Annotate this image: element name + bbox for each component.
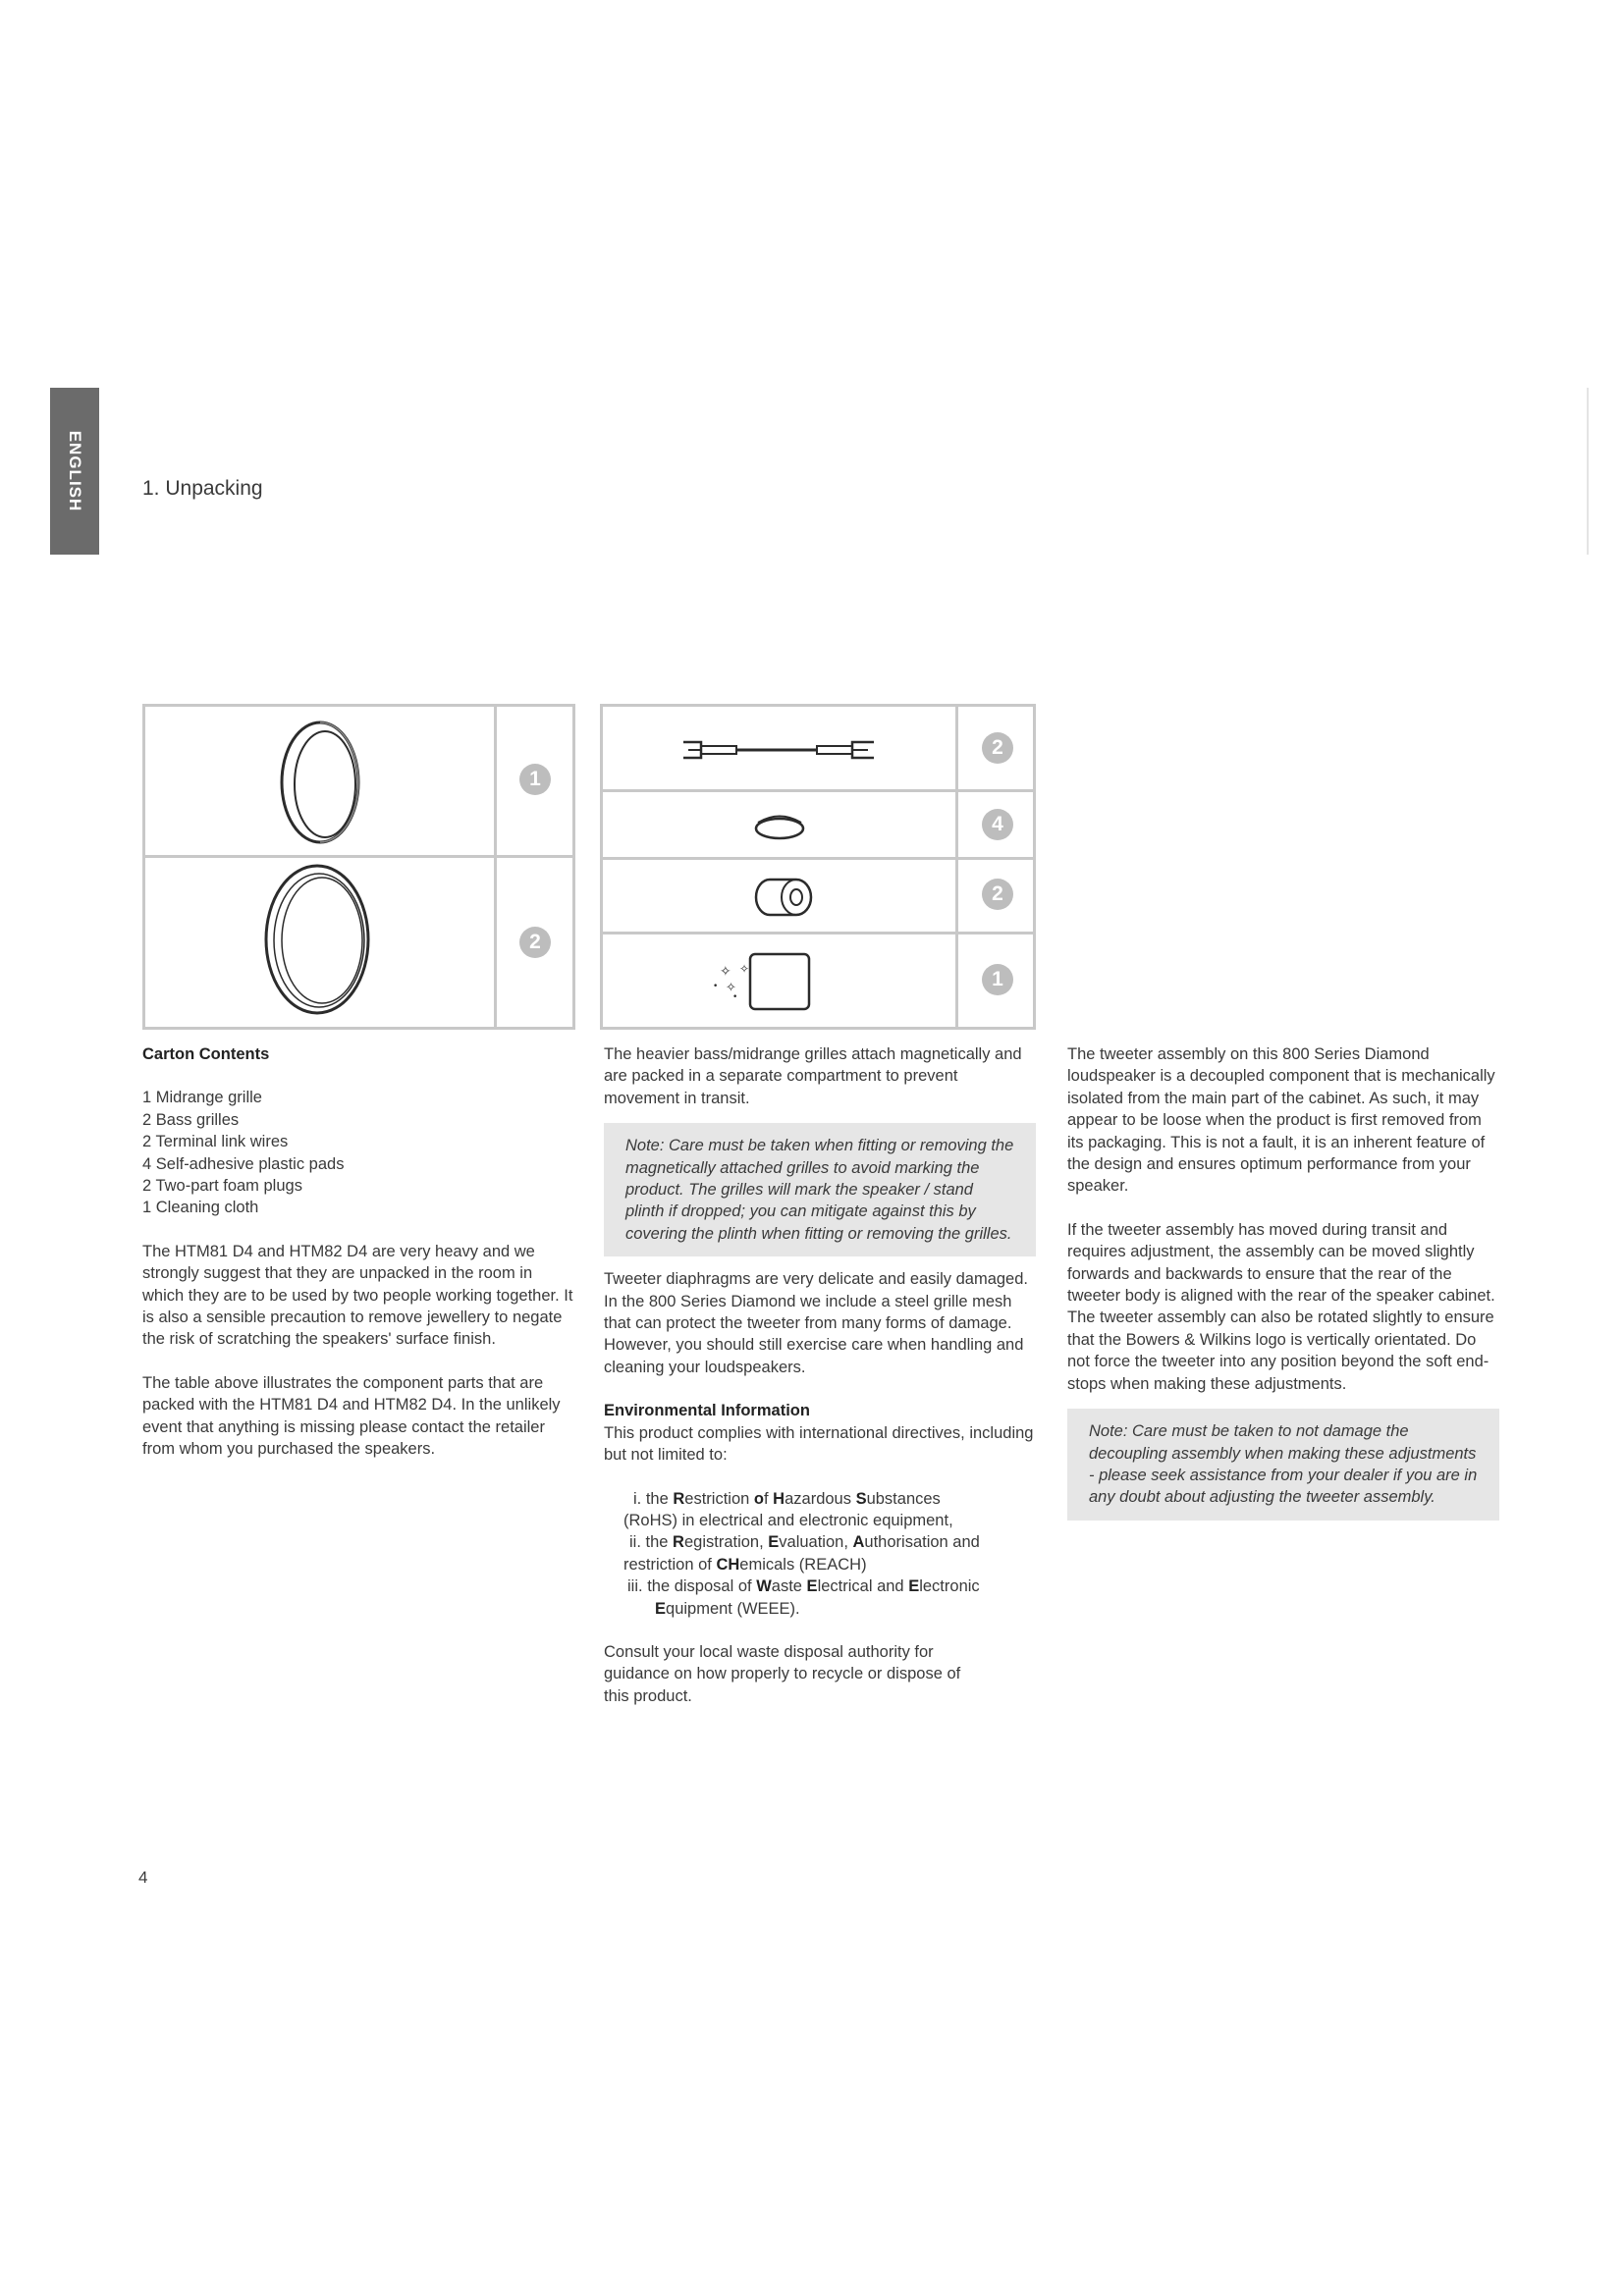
table-row [145,858,494,1027]
missing-parts-paragraph: The table above illustrates the component parts that are packed with the HTM81 D4 and HTM82 D4. In the unlikely event that anything is missing please contact the retailer from whom you purchased the speakers. [142,1373,561,1459]
table-row [603,707,955,789]
tweeter-adjustment-paragraph: If the tweeter assembly has moved during transit and requires adjustment, the assembly can be moved slightly forwards and backwards to ensure that the rear of the tweeter body is aligned with the rear of the speaker cabinet. The tweeter assembly can also be rotated slightly to ensure that the Bowers & Wilkins logo is vertically orientated. Do not force the tweeter into any position beyond the soft end-stops when making these adjustments. [1067,1220,1495,1393]
page-number: 4 [138,1868,148,1887]
column-carton-contents [142,1043,574,1461]
svg-text:•: • [713,982,719,991]
list-item: 2 Two-part foam plugs [142,1177,302,1196]
list-item: ii. the Registration, Evaluation, Authorisation and [629,1533,980,1552]
svg-text:✧: ✧ [720,964,731,980]
list-item-continuation: restriction of CHemicals (REACH) [623,1555,867,1574]
margin-rule [1587,388,1589,555]
quantity-badge: 1 [519,764,551,795]
list-item-continuation: Equipment (WEEE). [655,1599,800,1618]
quantity-badge: 2 [519,927,551,958]
carton-contents-heading: Carton Contents [142,1045,270,1063]
unpacking-paragraph: The HTM81 D4 and HTM82 D4 are very heavy and we strongly suggest that they are unpacked in the room in which they are to be used by two people working together. It is also a sensible precaution to remove jewellery to negate the risk of scratching the speakers' surface finish. [142,1242,573,1349]
list-item: iii. the disposal of Waste Electrical and Electronic [627,1577,980,1596]
list-item: 2 Terminal link wires [142,1133,289,1151]
foam-plug-icon [603,860,955,932]
parts-table-accessories [600,704,1036,1030]
section-title: 1. Unpacking [142,477,263,500]
quantity-badge: 2 [982,732,1013,764]
list-item: 1 Cleaning cloth [142,1199,259,1217]
disposal-paragraph: Consult your local waste disposal authority for guidance on how properly to recycle or dispose of this product. [604,1642,961,1705]
tweeter-assembly-paragraph: The tweeter assembly on this 800 Series Diamond loudspeaker is a decoupled component that is mechanically isolated from the main part of the cabinet. As such, it may appear to be loose when the product is first removed from its packaging. This is not a fault, it is an inherent feature of the design and ensures optimum performance from your speaker. [1067,1045,1495,1196]
grilles-paragraph: The heavier bass/midrange grilles attach magnetically and are packed in a separate compartment to prevent movement in transit. [604,1045,1022,1107]
table-row [145,707,494,855]
plastic-pad-icon [603,792,955,857]
environmental-intro: This product complies with international directives, including but not limited to: [604,1423,1034,1465]
cleaning-cloth-icon [603,934,955,1027]
svg-text:•: • [732,992,738,1002]
table-row [603,934,955,1027]
svg-text:✧: ✧ [726,981,736,995]
list-item: i. the Restriction of Hazardous Substances [633,1489,941,1508]
tweeter-paragraph: Tweeter diaphragms are very delicate and easily damaged. In the 800 Series Diamond we include a steel grille mesh that can protect the tweeter from many forms of damage. However, you should still exercise care when handling and cleaning your loudspeakers. [604,1270,1028,1376]
column-tweeter-assembly [1067,1043,1499,1521]
terminal-link-wire-icon [603,707,955,789]
directives-list [604,1488,1036,1620]
decoupling-note: Note: Care must be taken to not damage the decoupling assembly when making these adjustments - please seek assistance from your dealer if you are in any doubt about adjusting the tweeter assembly. [1067,1409,1499,1521]
language-tab-label: ENGLISH [66,430,84,512]
list-item: 4 Self-adhesive plastic pads [142,1154,345,1173]
quantity-badge: 4 [982,809,1013,840]
bass-grille-icon [145,858,494,1027]
grille-note: Note: Care must be taken when fitting or removing the magnetically attached grilles to avoid marking the product. The grilles will mark the speaker / stand plinth if dropped; you can mitigate against this by covering the plinth when fitting or removing the grilles. [604,1123,1036,1256]
list-item-continuation: (RoHS) in electrical and electronic equipment, [623,1511,953,1529]
quantity-badge: 2 [982,879,1013,910]
table-row [603,860,955,932]
svg-text:✧: ✧ [739,962,750,976]
list-item: 2 Bass grilles [142,1110,240,1129]
quantity-badge: 1 [982,964,1013,995]
midrange-grille-icon [145,707,494,855]
column-grilles-environment [604,1043,1036,1707]
list-item: 1 Midrange grille [142,1089,262,1107]
language-tab [50,388,99,555]
parts-table-grilles [142,704,575,1030]
environmental-heading: Environmental Information [604,1402,810,1420]
table-row [603,792,955,857]
